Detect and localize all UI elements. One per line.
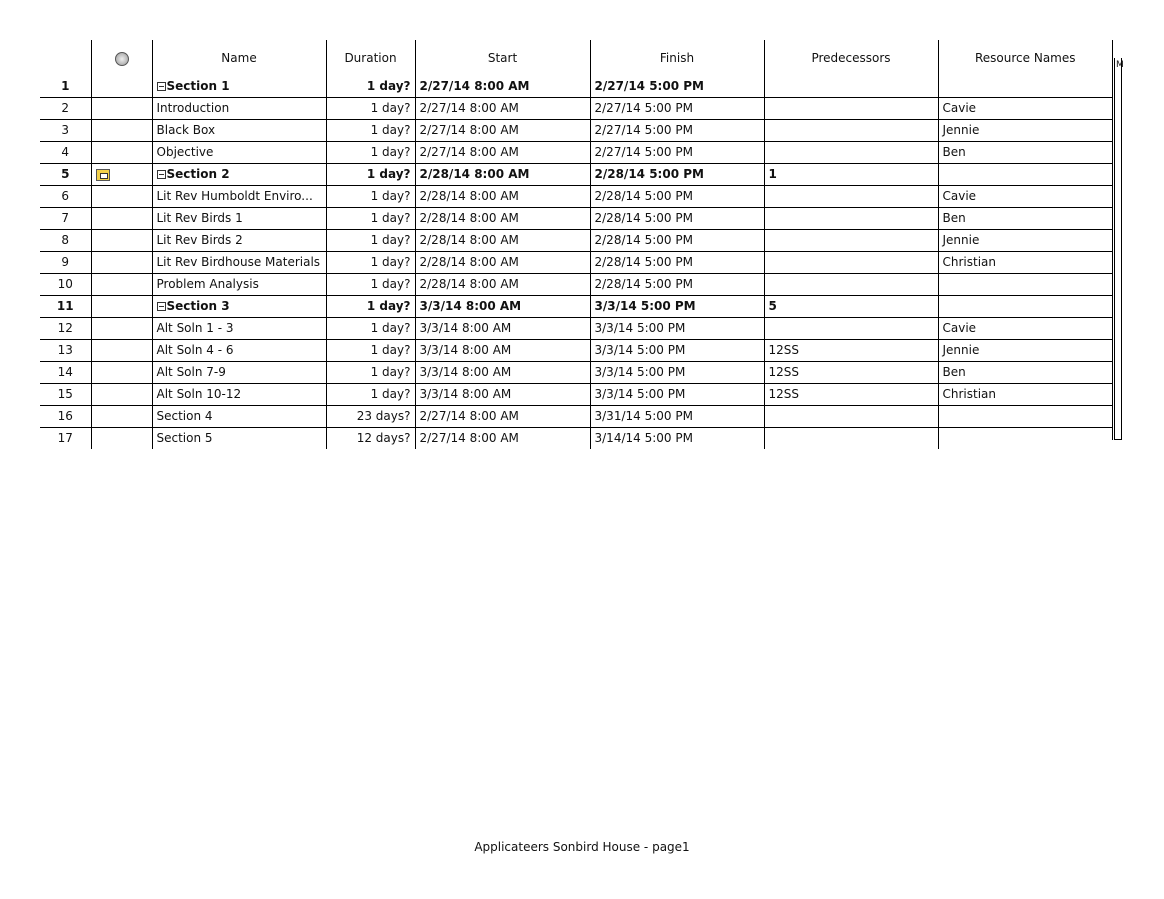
resource-names-cell[interactable]: Jennie xyxy=(938,340,1112,362)
col-header-name[interactable]: Name xyxy=(152,40,326,76)
task-row[interactable] xyxy=(40,296,1112,318)
finish-cell[interactable]: 3/3/14 5:00 PM xyxy=(590,340,764,362)
task-id-cell[interactable]: 10 xyxy=(57,277,73,291)
finish-cell[interactable]: 2/28/14 5:00 PM xyxy=(590,164,764,186)
collapse-toggle-icon[interactable] xyxy=(157,170,166,179)
col-header-indicators[interactable] xyxy=(91,40,152,76)
task-name: Section 4 xyxy=(156,409,213,423)
duration-cell[interactable]: 1 day? xyxy=(326,340,415,362)
task-row[interactable] xyxy=(40,120,1112,142)
indicators-cell[interactable] xyxy=(91,252,152,274)
task-row[interactable] xyxy=(40,406,1112,428)
resource-names-cell[interactable] xyxy=(938,164,1112,186)
resource-names-cell[interactable]: Cavie xyxy=(938,186,1112,208)
predecessors-cell[interactable] xyxy=(764,274,938,296)
task-name-cell[interactable] xyxy=(152,274,326,296)
indicators-cell[interactable] xyxy=(91,230,152,252)
task-name: Section 1 xyxy=(166,79,230,93)
task-row[interactable] xyxy=(40,428,1112,450)
finish-cell[interactable]: 3/31/14 5:00 PM xyxy=(590,406,764,428)
task-id-cell[interactable]: 7 xyxy=(61,211,70,225)
resource-names-cell[interactable] xyxy=(938,76,1112,98)
task-name-cell[interactable] xyxy=(152,296,326,318)
task-name-cell[interactable] xyxy=(152,164,326,186)
duration-cell[interactable]: 1 day? xyxy=(326,384,415,406)
page-footer: Applicateers Sonbird House - page1 xyxy=(474,840,690,854)
start-cell[interactable]: 2/28/14 8:00 AM xyxy=(415,164,590,186)
task-row[interactable] xyxy=(40,164,1112,186)
indicators-cell[interactable] xyxy=(91,164,152,186)
duration-cell[interactable]: 1 day? xyxy=(326,362,415,384)
finish-cell[interactable]: 2/28/14 5:00 PM xyxy=(590,230,764,252)
task-name-cell[interactable] xyxy=(152,186,326,208)
duration-cell[interactable]: 1 day? xyxy=(326,318,415,340)
task-name-cell[interactable] xyxy=(152,142,326,164)
start-cell[interactable]: 2/28/14 8:00 AM xyxy=(415,208,590,230)
predecessors-cell[interactable]: 1 xyxy=(764,164,938,186)
start-cell[interactable]: 2/28/14 8:00 AM xyxy=(415,230,590,252)
col-header-finish[interactable]: Finish xyxy=(590,40,764,76)
duration-cell[interactable]: 23 days? xyxy=(326,406,415,428)
task-name: Alt Soln 7-9 xyxy=(156,365,226,379)
start-cell[interactable]: 2/28/14 8:00 AM xyxy=(415,252,590,274)
indicators-info-icon xyxy=(115,52,129,66)
task-id-cell[interactable]: 11 xyxy=(56,299,74,313)
duration-cell[interactable]: 1 day? xyxy=(326,142,415,164)
indicators-cell[interactable] xyxy=(91,406,152,428)
task-row[interactable] xyxy=(40,318,1112,340)
start-cell[interactable]: 2/27/14 8:00 AM xyxy=(415,406,590,428)
task-name-cell[interactable] xyxy=(152,384,326,406)
col-header-id[interactable] xyxy=(40,40,91,76)
start-cell[interactable]: 2/27/14 8:00 AM xyxy=(415,142,590,164)
indicators-cell[interactable] xyxy=(91,362,152,384)
duration-cell[interactable]: 1 day? xyxy=(326,208,415,230)
predecessors-cell[interactable] xyxy=(764,120,938,142)
start-cell[interactable]: 3/3/14 8:00 AM xyxy=(415,296,590,318)
task-name: Lit Rev Humboldt Enviro... xyxy=(156,189,313,203)
resource-names-cell[interactable] xyxy=(938,406,1112,428)
task-id-cell[interactable]: 16 xyxy=(57,409,73,423)
finish-cell[interactable]: 2/27/14 5:00 PM xyxy=(590,76,764,98)
resource-names-cell[interactable]: Ben xyxy=(938,142,1112,164)
predecessors-cell[interactable] xyxy=(764,208,938,230)
task-name: Lit Rev Birds 1 xyxy=(156,211,243,225)
finish-cell[interactable]: 3/3/14 5:00 PM xyxy=(590,318,764,340)
predecessors-cell[interactable] xyxy=(764,318,938,340)
task-name-cell[interactable] xyxy=(152,230,326,252)
start-cell[interactable]: 2/28/14 8:00 AM xyxy=(415,274,590,296)
task-name: Problem Analysis xyxy=(156,277,259,291)
task-name: Introduction xyxy=(156,101,230,115)
predecessors-cell[interactable] xyxy=(764,98,938,120)
duration-cell[interactable]: 1 day? xyxy=(326,252,415,274)
task-name-cell[interactable] xyxy=(152,252,326,274)
predecessors-cell[interactable] xyxy=(764,186,938,208)
indicators-cell[interactable] xyxy=(91,340,152,362)
task-row[interactable] xyxy=(40,186,1112,208)
indicators-cell[interactable] xyxy=(91,384,152,406)
task-name: Black Box xyxy=(156,123,216,137)
duration-cell[interactable]: 1 day? xyxy=(326,76,415,98)
resource-names-cell[interactable] xyxy=(938,428,1112,450)
task-name: Section 3 xyxy=(166,299,230,313)
resource-names-cell[interactable]: Cavie xyxy=(938,98,1112,120)
task-name: Lit Rev Birds 2 xyxy=(156,233,243,247)
duration-cell[interactable]: 1 day? xyxy=(326,186,415,208)
indicators-cell[interactable] xyxy=(91,186,152,208)
finish-cell[interactable]: 2/27/14 5:00 PM xyxy=(590,142,764,164)
task-id-cell[interactable]: 12 xyxy=(57,321,73,335)
resource-names-cell[interactable]: Ben xyxy=(938,208,1112,230)
task-id-cell[interactable]: 8 xyxy=(61,233,70,247)
resource-names-cell[interactable]: Jennie xyxy=(938,120,1112,142)
task-id-cell[interactable]: 17 xyxy=(57,431,73,445)
task-id-cell[interactable]: 2 xyxy=(61,101,70,115)
task-id-cell[interactable]: 14 xyxy=(57,365,73,379)
resource-names-cell[interactable] xyxy=(938,274,1112,296)
task-name-cell[interactable] xyxy=(152,76,326,98)
task-row[interactable] xyxy=(40,208,1112,230)
predecessors-cell[interactable]: 12SS xyxy=(764,384,938,406)
task-row[interactable] xyxy=(40,142,1112,164)
finish-cell[interactable]: 3/3/14 5:00 PM xyxy=(590,296,764,318)
predecessors-cell[interactable]: 12SS xyxy=(764,362,938,384)
duration-cell[interactable]: 12 days? xyxy=(326,428,415,450)
task-row[interactable] xyxy=(40,362,1112,384)
start-cell[interactable]: 3/3/14 8:00 AM xyxy=(415,340,590,362)
col-header-start[interactable]: Start xyxy=(415,40,590,76)
task-name-cell[interactable] xyxy=(152,208,326,230)
task-name: Lit Rev Birdhouse Materials xyxy=(156,255,321,269)
task-id-cell[interactable]: 6 xyxy=(61,189,70,203)
start-cell[interactable]: 2/28/14 8:00 AM xyxy=(415,186,590,208)
task-id-cell[interactable]: 3 xyxy=(61,123,70,137)
resource-names-cell[interactable]: Christian xyxy=(938,384,1112,406)
predecessors-cell[interactable]: 12SS xyxy=(764,340,938,362)
start-cell[interactable]: 3/3/14 8:00 AM xyxy=(415,384,590,406)
task-row[interactable] xyxy=(40,340,1112,362)
task-name: Alt Soln 1 - 3 xyxy=(156,321,234,335)
start-cell[interactable]: 3/3/14 8:00 AM xyxy=(415,318,590,340)
indicators-cell[interactable] xyxy=(91,120,152,142)
finish-cell[interactable]: 2/27/14 5:00 PM xyxy=(590,120,764,142)
indicators-cell[interactable] xyxy=(91,318,152,340)
predecessors-cell[interactable]: 5 xyxy=(764,296,938,318)
task-name: Alt Soln 10-12 xyxy=(156,387,242,401)
indicators-cell[interactable] xyxy=(91,76,152,98)
task-name-cell[interactable] xyxy=(152,406,326,428)
header-row xyxy=(40,40,1112,76)
task-row[interactable] xyxy=(40,274,1112,296)
task-name: Section 2 xyxy=(166,167,230,181)
task-row[interactable] xyxy=(40,76,1112,98)
cut-off-column-header: M xyxy=(1116,60,1124,70)
col-header-predecessors[interactable]: Predecessors xyxy=(764,40,938,76)
indicators-cell[interactable] xyxy=(91,208,152,230)
predecessors-cell[interactable] xyxy=(764,252,938,274)
next-column-edge xyxy=(1112,40,1123,440)
predecessors-cell[interactable] xyxy=(764,76,938,98)
col-header-resource-names[interactable]: Resource Names xyxy=(938,40,1112,76)
resource-names-cell[interactable]: Christian xyxy=(938,252,1112,274)
finish-cell[interactable]: 2/28/14 5:00 PM xyxy=(590,208,764,230)
duration-cell[interactable]: 1 day? xyxy=(326,296,415,318)
duration-cell[interactable]: 1 day? xyxy=(326,230,415,252)
finish-cell[interactable]: 2/27/14 5:00 PM xyxy=(590,98,764,120)
task-name-cell[interactable] xyxy=(152,428,326,450)
task-name: Alt Soln 4 - 6 xyxy=(156,343,234,357)
task-id-cell[interactable]: 15 xyxy=(57,387,73,401)
task-sheet xyxy=(40,40,1112,449)
resource-names-cell[interactable]: Cavie xyxy=(938,318,1112,340)
start-cell[interactable]: 2/27/14 8:00 AM xyxy=(415,76,590,98)
predecessors-cell[interactable] xyxy=(764,142,938,164)
indicators-cell[interactable] xyxy=(91,428,152,450)
resource-names-cell[interactable]: Jennie xyxy=(938,230,1112,252)
calendar-icon xyxy=(96,169,110,181)
indicators-cell[interactable] xyxy=(91,98,152,120)
col-header-duration[interactable]: Duration xyxy=(326,40,415,76)
indicators-cell[interactable] xyxy=(91,142,152,164)
task-name-cell[interactable] xyxy=(152,362,326,384)
task-id-cell[interactable]: 13 xyxy=(57,343,73,357)
duration-cell[interactable]: 1 day? xyxy=(326,274,415,296)
predecessors-cell[interactable] xyxy=(764,230,938,252)
task-name: Objective xyxy=(156,145,214,159)
task-name-cell[interactable] xyxy=(152,98,326,120)
indicators-cell[interactable] xyxy=(91,296,152,318)
start-cell[interactable]: 3/3/14 8:00 AM xyxy=(415,362,590,384)
task-name: Section 5 xyxy=(156,431,213,445)
task-name-cell[interactable] xyxy=(152,340,326,362)
finish-cell[interactable]: 3/14/14 5:00 PM xyxy=(590,428,764,450)
finish-cell[interactable]: 3/3/14 5:00 PM xyxy=(590,384,764,406)
task-name-cell[interactable] xyxy=(152,318,326,340)
finish-cell[interactable]: 2/28/14 5:00 PM xyxy=(590,186,764,208)
duration-cell[interactable]: 1 day? xyxy=(326,120,415,142)
start-cell[interactable]: 2/27/14 8:00 AM xyxy=(415,98,590,120)
task-id-cell[interactable]: 9 xyxy=(61,255,70,269)
finish-cell[interactable]: 3/3/14 5:00 PM xyxy=(590,362,764,384)
indicators-cell[interactable] xyxy=(91,274,152,296)
predecessors-cell[interactable] xyxy=(764,428,938,450)
task-id-cell[interactable]: 5 xyxy=(61,167,70,181)
collapse-toggle-icon[interactable] xyxy=(157,302,166,311)
task-name-cell[interactable] xyxy=(152,120,326,142)
finish-cell[interactable]: 2/28/14 5:00 PM xyxy=(590,252,764,274)
task-row[interactable] xyxy=(40,252,1112,274)
start-cell[interactable]: 2/27/14 8:00 AM xyxy=(415,120,590,142)
task-row[interactable] xyxy=(40,384,1112,406)
task-row[interactable] xyxy=(40,230,1112,252)
duration-cell[interactable]: 1 day? xyxy=(326,164,415,186)
resource-names-cell[interactable]: Ben xyxy=(938,362,1112,384)
task-id-cell[interactable]: 4 xyxy=(61,145,70,159)
task-id-cell[interactable]: 1 xyxy=(61,79,70,93)
duration-cell[interactable]: 1 day? xyxy=(326,98,415,120)
predecessors-cell[interactable] xyxy=(764,406,938,428)
collapse-toggle-icon[interactable] xyxy=(157,82,166,91)
finish-cell[interactable]: 2/28/14 5:00 PM xyxy=(590,274,764,296)
start-cell[interactable]: 2/27/14 8:00 AM xyxy=(415,428,590,450)
task-row[interactable] xyxy=(40,98,1112,120)
resource-names-cell[interactable] xyxy=(938,296,1112,318)
